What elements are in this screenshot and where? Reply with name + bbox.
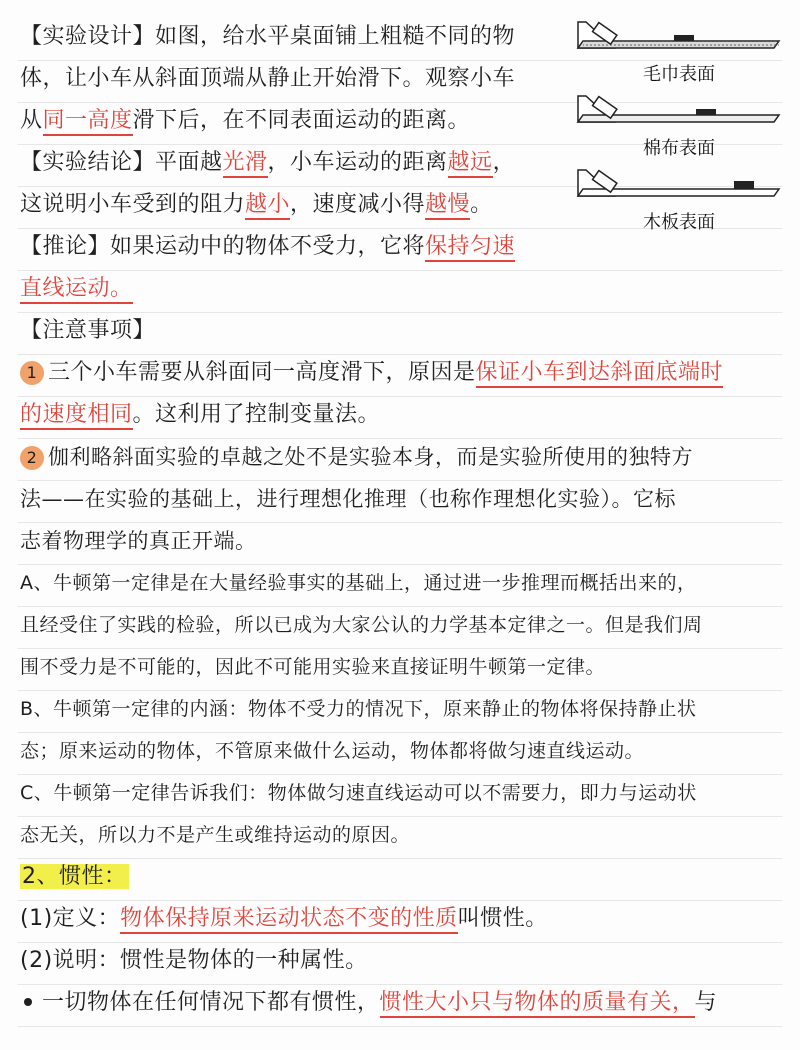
inference-line-1 [20,232,560,262]
highlight-slower: 越慢 [425,192,470,220]
text-segment: 。这利用了控制变量法。 [132,402,381,427]
experiment-design-line-3 [20,106,560,136]
text-segment: 三个小车需要从斜面同一高度滑下，原因是 [48,360,476,385]
text-segment: 叫惯性。 [457,906,548,931]
text-segment: 。 [470,192,493,217]
towel-surface-illustration [574,8,784,60]
ruled-line [18,438,782,439]
highlight-smaller: 越小 [245,192,290,220]
ruled-line [18,732,782,733]
ruled-line [18,858,782,859]
inertia-definition [20,904,548,934]
highlight-same-speed: 的速度相同 [20,402,133,430]
note-2-line-2: 法——在实验的基础上，进行理想化推理（也称作理想化实验）。它标 [20,487,676,511]
text-segment: 这说明小车受到的阻力 [20,192,246,217]
highlight-linear-motion: 直线运动。 [20,276,133,304]
highlight-smooth: 光滑 [223,150,268,178]
towel-surface-label: 毛巾表面 [643,64,715,84]
text-segment: 一切物体在任何情况下都有惯性， [42,990,380,1015]
highlight-uniform: 保持匀速 [425,234,515,262]
text-segment: ，小车运动的距离 [267,150,448,175]
ruled-line [18,1026,782,1027]
ruled-line [18,564,782,565]
ruled-line [18,774,782,775]
experiment-design-line-2: 体，让小车从斜面顶端从静止开始滑下。观察小车 [20,66,516,91]
wood-surface-diagram [574,156,784,230]
note-1-line-2 [20,400,380,430]
inertia-bullet [20,988,717,1018]
inertia-heading-text: 2、惯性： [22,864,127,889]
experiment-design-line-1: 【实验设计】如图，给水平桌面铺上粗糙不同的物 [20,24,516,49]
text-segment: 与 [694,990,718,1015]
inference-line-2 [20,274,133,304]
highlight-mass-only: 惯性大小只与物体的质量有关， [380,990,695,1018]
ruled-line [18,270,782,271]
ruled-line [18,606,782,607]
notes-heading: 【注意事项】 [20,318,156,343]
note-1-line-1 [20,358,723,388]
ruled-line [18,312,782,313]
point-a-line-1: A、牛顿第一定律是在大量经验事实的基础上，通过进一步推理而概括出来的， [20,572,697,594]
ruled-line [18,816,782,817]
text-segment: 从 [20,108,43,133]
point-c-line-1: C、牛顿第一定律告诉我们：物体做匀速直线运动可以不需要力，即力与运动状 [20,782,697,804]
note-2-line-3: 志着物理学的真正开端。 [20,529,257,553]
point-a-line-3: 围不受力是不可能的，因此不可能用实验来直接证明牛顿第一定律。 [20,656,606,678]
ruled-line [18,396,782,397]
wood-surface-illustration [574,156,784,208]
cotton-surface-diagram [574,82,784,156]
wood-surface-label: 木板表面 [643,212,715,232]
conclusion-line-2 [20,190,560,220]
point-a-line-2: 且经受住了实践的检验，所以已成为大家公认的力学基本定律之一。但是我们周 [20,614,703,636]
conclusion-line-1 [20,148,560,178]
ramp-experiment-figure [574,8,784,230]
highlight-inertia-definition: 物体保持原来运动状态不变的性质 [120,906,458,934]
inertia-explanation: (2)说明：惯性是物体的一种属性。 [20,948,368,973]
text-segment: 滑下后，在不同表面运动的距离。 [132,108,471,133]
ruled-line [18,648,782,649]
ruled-line [18,354,782,355]
point-b-line-2: 态；原来运动的物体，不管原来做什么运动，物体都将做匀速直线运动。 [20,740,645,762]
cotton-surface-illustration [574,82,784,134]
ruled-line [18,480,782,481]
highlight-farther: 越远 [448,150,493,178]
highlight-same-height: 同一高度 [43,108,133,136]
ruled-line [18,522,782,523]
bullet-dot [24,998,32,1006]
cotton-surface-label: 棉布表面 [643,138,715,158]
ruled-line [18,690,782,691]
towel-surface-diagram [574,8,784,82]
text-segment: ，速度减小得 [290,192,426,217]
number-badge: 1 [20,361,44,385]
text-segment: (1)定义： [20,906,121,931]
point-c-line-2: 态无关，所以力不是产生或维持运动的原因。 [20,824,411,846]
number-badge: 2 [20,446,44,470]
text-segment: 伽利略斜面实验的卓越之处不是实验本身，而是实验所使用的独特方 [48,445,693,469]
text-segment: 【实验结论】平面越 [20,150,223,175]
text-segment: 【推论】如果运动中的物体不受力，它将 [20,234,426,259]
note-2-line-1 [20,442,693,472]
ruled-line [18,900,782,901]
point-b-line-1: B、牛顿第一定律的内涵：物体不受力的情况下，原来静止的物体将保持静止状 [20,698,697,720]
text-segment: ， [492,150,516,175]
ruled-line [18,984,782,985]
ruled-line [18,942,782,943]
highlight-reach-bottom: 保证小车到达斜面底端时 [476,360,724,388]
inertia-heading [20,862,129,892]
